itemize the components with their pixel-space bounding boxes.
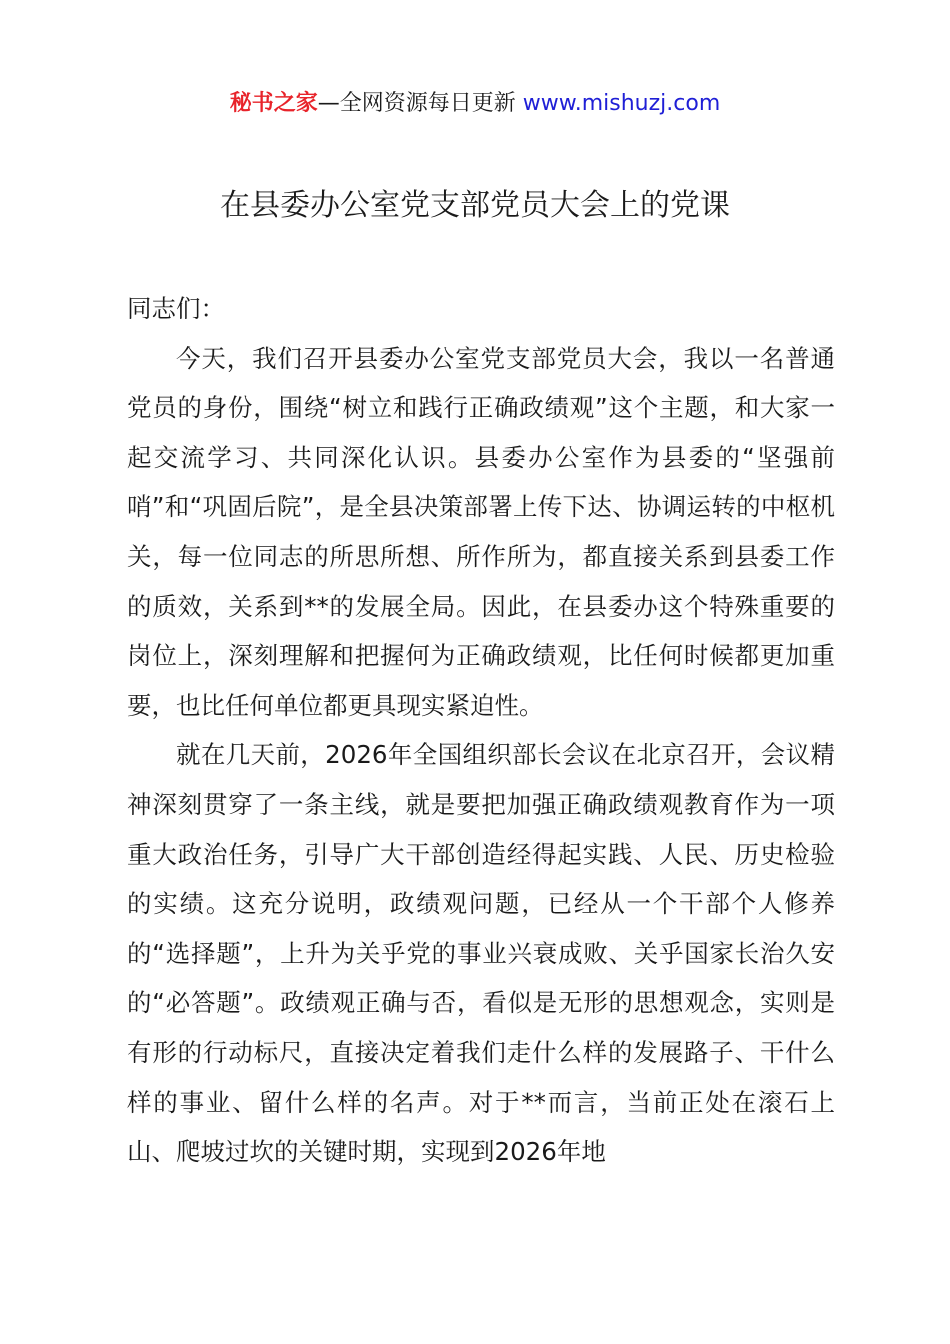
header-tagline: —全网资源每日更新 — [317, 91, 516, 116]
brand-name: 秘书之家 — [229, 91, 318, 116]
site-header — [0, 86, 950, 122]
paragraph-2: 就在几天前，2026年全国组织部长会议在北京召开，会议精神深刻贯穿了一条主线，就是要把加强正确政绩观教育作为一项重大政治任务，引导广大干部创造经得起实践、人民、历史检验的实绩。这充分说明，政绩观问题，已经从一个干部个人修养的“选择题”，上升为关乎党的事业兴衰成败、关乎国家长治久安的“必答题”。政绩观正确与否，看似是无形的思想观念，实则是有形的行动标尺，直接决定着我们走什么样的发展路子、干什么样的事业、留什么样的名声。对于**而言，当前正处在滚石上山、爬坡过坎的关键时期，实现到2026年地 — [127, 740, 835, 1167]
document-body — [127, 284, 835, 1177]
document-title: 在县委办公室党支部党员大会上的党课 — [220, 188, 730, 223]
paragraph-1: 今天，我们召开县委办公室党支部党员大会，我以一名普通党员的身份，围绕“树立和践行正确政绩观”这个主题，和大家一起交流学习、共同深化认识。县委办公室作为县委的“坚强前哨”和“巩固后院”，是全县决策部署上传下达、协调运转的中枢机关，每一位同志的所思所想、所作所为，都直接关系到县委工作的质效，关系到**的发展全局。因此，在县委办这个特殊重要的岗位上，深刻理解和把握何为正确政绩观，比任何时候都更加重要，也比任何单位都更具现实紧迫性。 — [127, 343, 835, 720]
site-url-link[interactable]: www.mishuzj.com — [522, 91, 721, 116]
salutation: 同志们： — [127, 294, 225, 323]
